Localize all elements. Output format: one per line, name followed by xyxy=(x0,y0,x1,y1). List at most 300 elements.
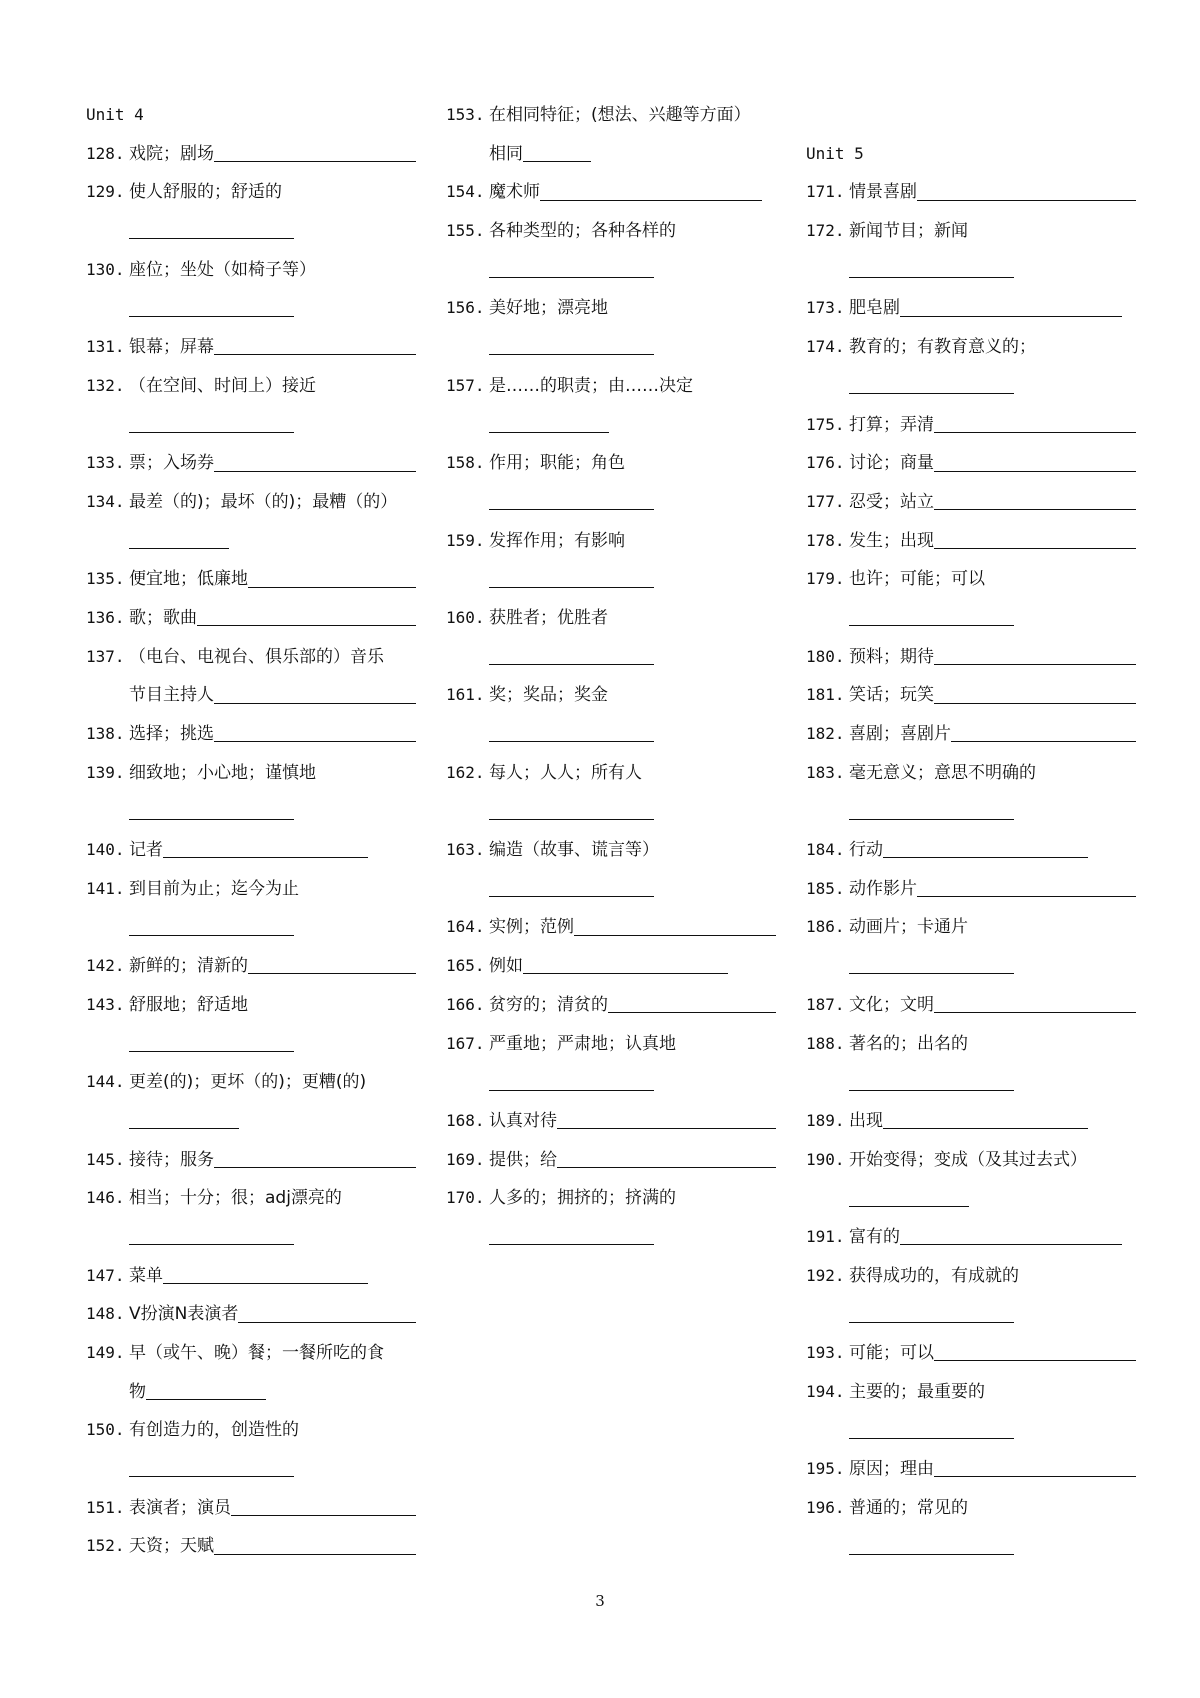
vocab-item-continuation xyxy=(86,1373,416,1412)
item-number: 185. xyxy=(806,878,845,898)
answer-blank[interactable] xyxy=(248,972,416,974)
item-definition: （电台、电视台、俱乐部的）音乐 xyxy=(129,646,384,667)
item-definition: 例如 xyxy=(489,956,523,977)
item-number: 166. xyxy=(446,994,485,1014)
answer-line xyxy=(446,406,776,445)
item-definition: 细致地；小心地；谨慎地 xyxy=(129,762,316,783)
answer-blank[interactable] xyxy=(129,818,294,820)
item-definition: 动作影片 xyxy=(849,878,917,899)
answer-blank[interactable] xyxy=(163,856,368,858)
item-definition: 讨论；商量 xyxy=(849,453,934,474)
answer-blank[interactable] xyxy=(523,160,591,162)
vocab-item xyxy=(446,289,776,328)
vocab-item xyxy=(86,444,416,483)
item-definition: （在空间、时间上）接近 xyxy=(129,375,316,396)
vocab-item xyxy=(446,1179,776,1218)
item-number: 139. xyxy=(86,762,125,782)
answer-blank[interactable] xyxy=(849,818,1014,820)
item-number: 128. xyxy=(86,143,125,163)
answer-blank[interactable] xyxy=(540,199,762,201)
answer-blank[interactable] xyxy=(849,392,1014,394)
item-definition: 银幕；屏幕 xyxy=(129,337,214,358)
answer-blank[interactable] xyxy=(238,1321,416,1323)
answer-blank[interactable] xyxy=(214,160,416,162)
vocab-item xyxy=(806,173,1136,212)
vocab-item xyxy=(806,1141,1136,1180)
vocab-item xyxy=(86,135,416,174)
answer-line xyxy=(446,792,776,831)
item-definition: 在相同特征；(想法、兴趣等方面） xyxy=(489,105,751,125)
answer-line xyxy=(806,1527,1136,1566)
item-number: 133. xyxy=(86,453,125,473)
answer-blank[interactable] xyxy=(934,547,1136,549)
answer-line xyxy=(446,251,776,290)
vocab-item xyxy=(446,1025,776,1064)
vocab-item xyxy=(86,1179,416,1218)
answer-blank[interactable] xyxy=(489,895,654,897)
item-number: 143. xyxy=(86,994,125,1014)
answer-line xyxy=(86,1218,416,1257)
answer-blank[interactable] xyxy=(214,740,416,742)
item-definition: 戏院；剧场 xyxy=(129,143,214,164)
answer-blank[interactable] xyxy=(489,1243,654,1245)
item-definition: 美好地；漂亮地 xyxy=(489,298,608,319)
answer-line xyxy=(806,1411,1136,1450)
item-number: 167. xyxy=(446,1033,485,1053)
answer-line xyxy=(806,367,1136,406)
item-number: 153. xyxy=(446,105,485,124)
answer-blank[interactable] xyxy=(934,1011,1136,1013)
answer-blank[interactable] xyxy=(214,1553,416,1555)
item-definition: 天资；天赋 xyxy=(129,1536,214,1557)
vocab-item xyxy=(446,522,776,561)
item-number: 192. xyxy=(806,1265,845,1285)
item-number: 164. xyxy=(446,917,485,937)
item-definition: 接待；服务 xyxy=(129,1149,214,1170)
item-definition: 教育的；有教育意义的； xyxy=(849,337,1036,358)
item-definition: 肥皂剧 xyxy=(849,298,900,319)
answer-line xyxy=(806,251,1136,290)
answer-blank[interactable] xyxy=(849,1321,1014,1323)
item-number: 136. xyxy=(86,607,125,627)
item-definition: 认真对待 xyxy=(489,1110,557,1131)
vocab-item xyxy=(446,947,776,986)
item-number: 163. xyxy=(446,840,485,860)
answer-blank[interactable] xyxy=(849,624,1014,626)
vocab-item xyxy=(86,483,416,522)
item-definition: 奖；奖品；奖金 xyxy=(489,685,608,706)
item-definition: 忍受；站立 xyxy=(849,491,934,512)
vocab-item xyxy=(806,1450,1136,1489)
item-number: 184. xyxy=(806,840,845,860)
answer-line xyxy=(806,947,1136,986)
item-number: 157. xyxy=(446,375,485,395)
item-definition: 毫无意义；意思不明确的 xyxy=(849,762,1036,783)
item-definition: 座位；坐处（如椅子等） xyxy=(129,259,316,280)
item-number: 188. xyxy=(806,1033,845,1053)
item-number: 189. xyxy=(806,1110,845,1130)
answer-blank[interactable] xyxy=(849,1437,1014,1439)
answer-line xyxy=(806,1179,1136,1218)
item-definition: 作用；职能；角色 xyxy=(489,453,625,474)
answer-line xyxy=(86,522,416,561)
vocab-item xyxy=(806,1257,1136,1296)
answer-blank[interactable] xyxy=(883,856,1088,858)
vocab-item xyxy=(86,1141,416,1180)
item-definition: 出现 xyxy=(849,1110,883,1131)
answer-blank[interactable] xyxy=(214,702,416,704)
item-number: 138. xyxy=(86,724,125,743)
answer-blank[interactable] xyxy=(917,199,1136,201)
item-number: 147. xyxy=(86,1265,125,1285)
vocab-item xyxy=(86,1257,416,1296)
item-definition: 使人舒服的；舒适的 xyxy=(129,182,282,203)
item-number: 155. xyxy=(446,221,485,241)
vocab-item xyxy=(806,289,1136,328)
vocab-item xyxy=(86,754,416,793)
item-definition: 歌；歌曲 xyxy=(129,607,197,628)
item-number: 179. xyxy=(806,569,845,589)
item-definition: 动画片；卡通片 xyxy=(849,917,968,938)
item-number: 173. xyxy=(806,298,845,318)
answer-blank[interactable] xyxy=(214,353,416,355)
vocab-item xyxy=(446,444,776,483)
answer-blank[interactable] xyxy=(489,740,654,742)
answer-line xyxy=(806,599,1136,638)
vocab-item xyxy=(446,1141,776,1180)
item-number: 181. xyxy=(806,685,845,705)
answer-blank[interactable] xyxy=(934,508,1136,510)
answer-blank[interactable] xyxy=(849,1205,969,1207)
item-definition: 菜单 xyxy=(129,1265,163,1286)
answer-blank[interactable] xyxy=(248,586,416,588)
vocab-item xyxy=(86,1411,416,1450)
item-number: 162. xyxy=(446,762,485,782)
vocab-item xyxy=(806,1489,1136,1528)
vocab-item xyxy=(86,831,416,870)
item-definition: 表演者；演员 xyxy=(129,1497,231,1518)
answer-blank[interactable] xyxy=(129,315,294,317)
vocab-item xyxy=(446,599,776,638)
vocab-item xyxy=(86,986,416,1025)
answer-blank[interactable] xyxy=(129,1243,294,1245)
answer-blank[interactable] xyxy=(934,431,1136,433)
item-number: 174. xyxy=(806,337,845,357)
answer-blank[interactable] xyxy=(489,353,654,355)
answer-blank[interactable] xyxy=(146,1398,266,1400)
item-definition: 更差(的)；更坏（的)；更糟(的) xyxy=(129,1072,367,1093)
answer-blank[interactable] xyxy=(557,1166,776,1168)
vocab-item xyxy=(446,1102,776,1141)
item-number: 182. xyxy=(806,724,845,743)
item-number: 168. xyxy=(446,1110,485,1130)
vocab-item xyxy=(806,1102,1136,1141)
item-definition: 笑话；玩笑 xyxy=(849,685,934,706)
answer-blank[interactable] xyxy=(849,1553,1014,1555)
item-number: 156. xyxy=(446,298,485,318)
vocab-item xyxy=(806,870,1136,909)
vocab-item xyxy=(446,908,776,947)
item-number: 195. xyxy=(806,1459,845,1479)
answer-blank[interactable] xyxy=(934,1475,1136,1477)
answer-blank[interactable] xyxy=(849,1089,1014,1091)
item-number: 154. xyxy=(446,182,485,202)
answer-blank[interactable] xyxy=(197,624,416,626)
item-definition: 普通的；常见的 xyxy=(849,1497,968,1518)
vocab-item xyxy=(806,1025,1136,1064)
item-number: 180. xyxy=(806,646,845,666)
item-definition: 每人；人人；所有人 xyxy=(489,762,642,783)
item-definition: 是……的职责；由……决定 xyxy=(489,375,693,396)
vocab-item xyxy=(86,1063,416,1102)
answer-line xyxy=(806,1295,1136,1334)
answer-blank[interactable] xyxy=(849,276,1014,278)
answer-line xyxy=(86,406,416,445)
item-number: 158. xyxy=(446,453,485,473)
vocab-item xyxy=(86,1295,416,1334)
item-number: 176. xyxy=(806,453,845,473)
item-definition: 贫穷的；清贫的 xyxy=(489,994,608,1015)
vocab-item xyxy=(806,1218,1136,1257)
vocab-item xyxy=(806,328,1136,367)
answer-blank[interactable] xyxy=(849,972,1014,974)
item-number: 129. xyxy=(86,182,125,202)
item-definition: 人多的；拥挤的；挤满的 xyxy=(489,1188,676,1209)
answer-blank[interactable] xyxy=(900,315,1122,317)
item-definition: 最差（的)；最坏（的)；最糟（的） xyxy=(129,491,398,512)
item-definition: 票；入场券 xyxy=(129,453,214,474)
answer-line xyxy=(86,1102,416,1141)
vocab-item xyxy=(446,96,776,135)
item-number: 196. xyxy=(806,1497,845,1517)
answer-blank[interactable] xyxy=(523,972,728,974)
answer-blank[interactable] xyxy=(489,431,609,433)
vocab-item xyxy=(806,715,1136,754)
answer-line xyxy=(446,715,776,754)
vocab-item xyxy=(86,367,416,406)
item-definition: 行动 xyxy=(849,840,883,861)
item-definition: 相同 xyxy=(489,143,523,164)
vocab-item xyxy=(86,173,416,212)
vocab-item xyxy=(446,212,776,251)
item-definition: 早（或午、晚）餐；一餐所吃的食 xyxy=(129,1343,384,1363)
item-definition: 实例；范例 xyxy=(489,917,574,938)
item-definition: 文化；文明 xyxy=(849,994,934,1015)
item-number: 169. xyxy=(446,1149,485,1169)
answer-blank[interactable] xyxy=(214,1166,416,1168)
item-definition: 打算；弄清 xyxy=(849,414,934,435)
item-number: 144. xyxy=(86,1072,125,1092)
item-definition: 发挥作用；有影响 xyxy=(489,530,625,551)
answer-blank[interactable] xyxy=(129,934,294,936)
answer-blank[interactable] xyxy=(557,1127,776,1129)
answer-blank[interactable] xyxy=(129,1050,294,1052)
vocab-item xyxy=(446,986,776,1025)
vocab-item xyxy=(86,1489,416,1528)
item-number: 178. xyxy=(806,530,845,550)
vocab-item-continuation xyxy=(86,676,416,715)
item-definition: 编造（故事、谎言等） xyxy=(489,840,659,861)
vocab-item xyxy=(806,1334,1136,1373)
item-number: 171. xyxy=(806,182,845,202)
answer-line xyxy=(446,870,776,909)
answer-blank[interactable] xyxy=(129,1475,294,1477)
column-2 xyxy=(446,96,776,1257)
vocab-item xyxy=(86,870,416,909)
item-definition: 新闻节目；新闻 xyxy=(849,221,968,242)
item-definition: 舒服地；舒适地 xyxy=(129,994,248,1015)
answer-line xyxy=(86,289,416,328)
answer-blank[interactable] xyxy=(934,470,1136,472)
vocab-item xyxy=(806,522,1136,561)
item-number: 145. xyxy=(86,1149,125,1169)
answer-line xyxy=(86,792,416,831)
item-number: 165. xyxy=(446,956,485,976)
item-definition: 各种类型的；各种各样的 xyxy=(489,221,676,242)
answer-line xyxy=(446,483,776,522)
item-definition: 魔术师 xyxy=(489,182,540,203)
answer-blank[interactable] xyxy=(489,508,654,510)
answer-blank[interactable] xyxy=(231,1514,416,1516)
item-definition: 发生；出现 xyxy=(849,530,934,551)
answer-line xyxy=(86,908,416,947)
item-number: 134. xyxy=(86,491,125,511)
item-number: 140. xyxy=(86,840,125,860)
item-definition: 节目主持人 xyxy=(129,685,214,706)
item-number: 149. xyxy=(86,1343,125,1362)
item-definition: 预料；期待 xyxy=(849,646,934,667)
unit-heading-text: Unit 5 xyxy=(806,143,864,163)
vocab-item xyxy=(806,754,1136,793)
column-1 xyxy=(86,96,416,1566)
item-definition: 可能；可以 xyxy=(849,1343,934,1363)
answer-line xyxy=(446,1063,776,1102)
item-definition: 到目前为止；迄今为止 xyxy=(129,878,299,899)
item-number: 187. xyxy=(806,994,845,1014)
item-number: 160. xyxy=(446,607,485,627)
item-number: 193. xyxy=(806,1343,845,1362)
answer-blank[interactable] xyxy=(489,663,654,665)
vocab-item xyxy=(86,715,416,754)
item-number: 146. xyxy=(86,1188,125,1208)
item-number: 132. xyxy=(86,375,125,395)
vocab-item xyxy=(86,1527,416,1566)
vocab-item xyxy=(806,676,1136,715)
answer-blank[interactable] xyxy=(214,470,416,472)
vocab-item xyxy=(446,676,776,715)
answer-blank[interactable] xyxy=(900,1243,1122,1245)
item-number: 177. xyxy=(806,491,845,511)
item-definition: 著名的；出名的 xyxy=(849,1033,968,1054)
answer-blank[interactable] xyxy=(129,1127,239,1129)
item-number: 131. xyxy=(86,337,125,357)
vocab-item xyxy=(86,638,416,677)
item-number: 170. xyxy=(446,1188,485,1208)
item-number: 151. xyxy=(86,1497,125,1517)
item-number: 152. xyxy=(86,1536,125,1556)
page-number: 3 xyxy=(595,1592,605,1610)
item-definition: 严重地；严肃地；认真地 xyxy=(489,1033,676,1054)
item-number: 191. xyxy=(806,1226,845,1246)
answer-blank[interactable] xyxy=(934,702,1136,704)
vocab-item xyxy=(86,251,416,290)
vocab-item xyxy=(446,831,776,870)
vocab-item xyxy=(806,986,1136,1025)
item-number: 186. xyxy=(806,917,845,937)
answer-blank[interactable] xyxy=(129,237,294,239)
vocab-item xyxy=(806,638,1136,677)
vocab-item-continuation xyxy=(446,135,776,174)
answer-blank[interactable] xyxy=(574,934,776,936)
item-definition: 物 xyxy=(129,1381,146,1402)
item-number: 135. xyxy=(86,569,125,589)
answer-blank[interactable] xyxy=(129,431,294,433)
unit-heading xyxy=(86,96,416,135)
item-definition: 获得成功的，有成就的 xyxy=(849,1265,1019,1286)
answer-line xyxy=(446,328,776,367)
vocab-item xyxy=(806,831,1136,870)
answer-blank[interactable] xyxy=(489,276,654,278)
vocab-item xyxy=(86,599,416,638)
item-definition: 便宜地；低廉地 xyxy=(129,569,248,590)
item-number: 142. xyxy=(86,956,125,976)
item-definition: 喜剧；喜剧片 xyxy=(849,724,951,744)
vocab-item xyxy=(806,444,1136,483)
answer-blank[interactable] xyxy=(489,586,654,588)
answer-line xyxy=(446,560,776,599)
answer-blank[interactable] xyxy=(163,1282,368,1284)
answer-line xyxy=(86,212,416,251)
vocab-item xyxy=(86,560,416,599)
answer-blank[interactable] xyxy=(489,818,654,820)
vocab-item xyxy=(806,406,1136,445)
column-3 xyxy=(806,96,1136,1566)
item-number: 190. xyxy=(806,1149,845,1169)
item-definition: 有创造力的，创造性的 xyxy=(129,1420,299,1441)
item-number: 172. xyxy=(806,221,845,241)
item-number: 141. xyxy=(86,878,125,898)
answer-blank[interactable] xyxy=(934,663,1136,665)
item-definition: 富有的 xyxy=(849,1226,900,1247)
vocab-item xyxy=(86,328,416,367)
unit-heading xyxy=(806,135,1136,174)
vocab-item xyxy=(446,367,776,406)
vocab-item xyxy=(806,483,1136,522)
item-number: 148. xyxy=(86,1304,125,1324)
item-number: 159. xyxy=(446,530,485,550)
answer-blank[interactable] xyxy=(489,1089,654,1091)
answer-line xyxy=(446,1218,776,1257)
item-definition: 相当；十分；很；adj漂亮的 xyxy=(129,1188,342,1209)
answer-blank[interactable] xyxy=(917,895,1136,897)
answer-line xyxy=(806,1063,1136,1102)
vocab-item xyxy=(806,212,1136,251)
item-definition: 也许；可能；可以 xyxy=(849,569,985,590)
answer-blank[interactable] xyxy=(129,547,229,549)
item-number: 137. xyxy=(86,646,125,666)
answer-line xyxy=(806,792,1136,831)
vocab-item xyxy=(806,908,1136,947)
answer-blank[interactable] xyxy=(934,1359,1136,1361)
answer-blank[interactable] xyxy=(608,1011,776,1013)
vocab-item xyxy=(446,173,776,212)
answer-blank[interactable] xyxy=(951,740,1136,742)
item-definition: 提供；给 xyxy=(489,1149,557,1170)
unit-heading-text: Unit 4 xyxy=(86,105,144,124)
answer-blank[interactable] xyxy=(883,1127,1088,1129)
vocab-item xyxy=(86,947,416,986)
item-number: 150. xyxy=(86,1420,125,1440)
